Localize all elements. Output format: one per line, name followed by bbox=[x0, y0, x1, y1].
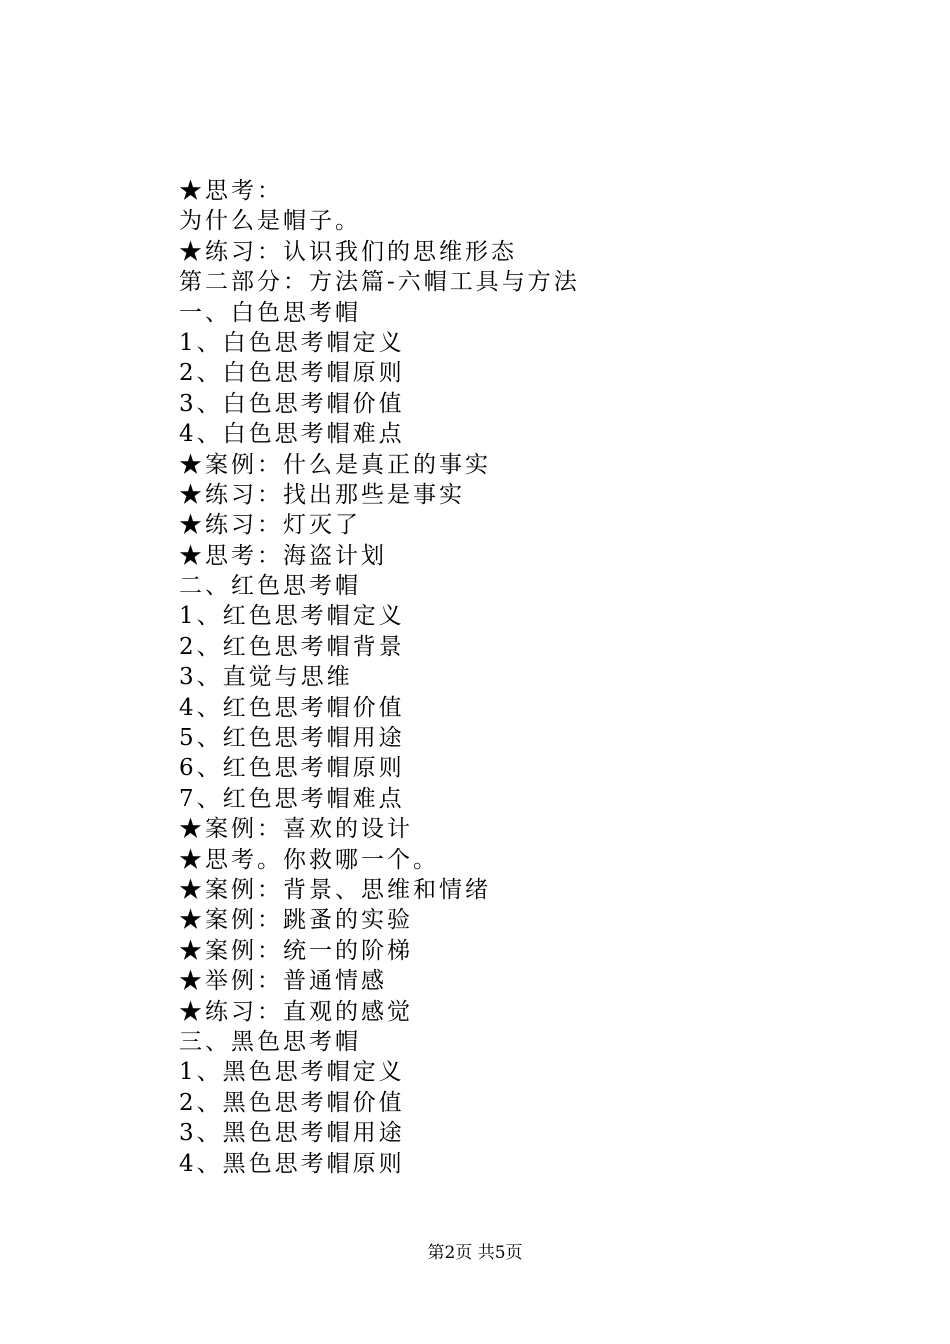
text-line: ★思考：海盗计划 bbox=[179, 542, 387, 569]
list-item: 6、红色思考帽原则 bbox=[179, 755, 405, 782]
list-item: 7、红色思考帽难点 bbox=[179, 785, 405, 812]
list-item: 5、红色思考帽用途 bbox=[179, 725, 405, 752]
list-item: 1、白色思考帽定义 bbox=[179, 329, 405, 356]
list-item: 4、黑色思考帽原则 bbox=[179, 1150, 405, 1177]
list-item: 1、黑色思考帽定义 bbox=[179, 1059, 405, 1086]
list-item: 2、红色思考帽背景 bbox=[179, 633, 405, 660]
list-item: 4、红色思考帽价值 bbox=[179, 694, 405, 721]
section-heading: 二、红色思考帽 bbox=[179, 573, 361, 600]
text-line: ★思考： bbox=[179, 178, 283, 204]
text-line: ★举例：普通情感 bbox=[179, 968, 387, 995]
text-line: ★案例：跳蚤的实验 bbox=[179, 907, 413, 934]
text-line: ★练习：直观的感觉 bbox=[179, 998, 413, 1025]
list-item: 3、直觉与思维 bbox=[179, 664, 353, 691]
list-item: 4、白色思考帽难点 bbox=[179, 421, 405, 448]
list-item: 2、白色思考帽原则 bbox=[179, 360, 405, 387]
text-line: ★案例：背景、思维和情绪 bbox=[179, 876, 491, 903]
part-heading: 第二部分：方法篇-六帽工具与方法 bbox=[179, 269, 580, 296]
list-item: 3、黑色思考帽用途 bbox=[179, 1120, 405, 1147]
text-line: ★练习：找出那些是事实 bbox=[179, 481, 465, 508]
list-item: 3、白色思考帽价值 bbox=[179, 390, 405, 417]
text-line: 为什么是帽子。 bbox=[179, 208, 361, 235]
list-item: 1、红色思考帽定义 bbox=[179, 603, 405, 630]
section-heading: 一、白色思考帽 bbox=[179, 299, 361, 326]
list-item: 2、黑色思考帽价值 bbox=[179, 1089, 405, 1116]
section-heading: 三、黑色思考帽 bbox=[179, 1028, 361, 1055]
text-line: ★思考。你救哪一个。 bbox=[179, 846, 439, 873]
text-line: ★练习：认识我们的思维形态 bbox=[179, 238, 517, 265]
text-line: ★案例：喜欢的设计 bbox=[179, 816, 413, 843]
document-body bbox=[179, 176, 859, 1179]
text-line: ★练习：灯灭了 bbox=[179, 512, 361, 539]
text-line: ★案例：统一的阶梯 bbox=[179, 937, 413, 964]
text-line: ★案例：什么是真正的事实 bbox=[179, 451, 491, 478]
page-footer: 第2页 共5页 bbox=[427, 1243, 523, 1263]
